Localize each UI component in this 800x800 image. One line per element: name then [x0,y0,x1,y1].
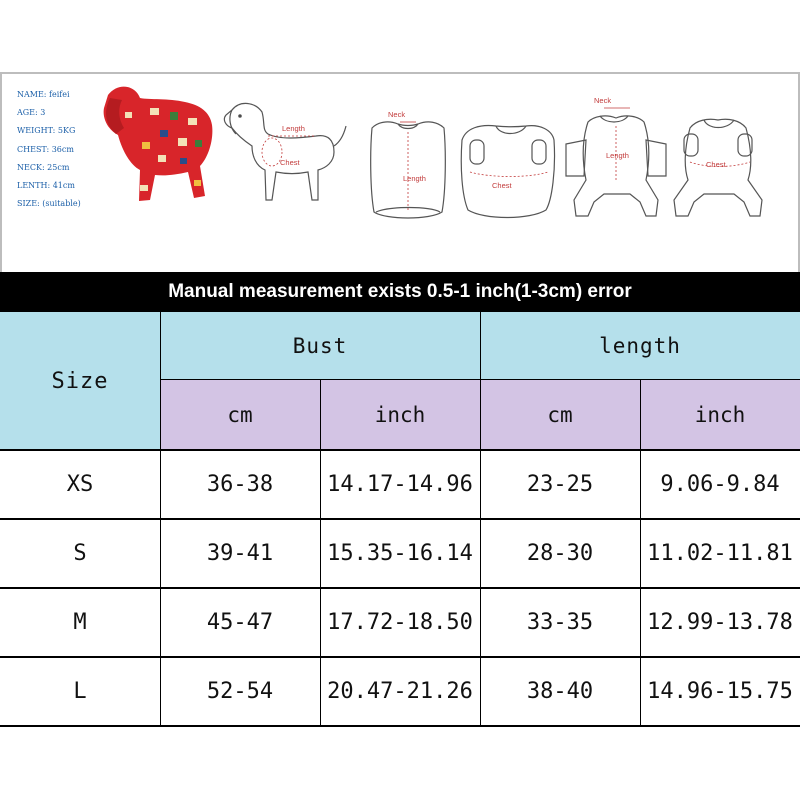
pet-age: AGE: 3 [17,108,46,118]
table-cell-bust-cm: 36-38 [160,450,320,518]
table-cell-length-cm: 38-40 [480,657,640,725]
table-cell-bust-cm: 39-41 [160,519,320,587]
table-cell-bust-cm: 45-47 [160,588,320,656]
table-cell-length-inch: 12.99-13.78 [640,588,800,656]
illustrations-svg [0,0,800,272]
table-row-size: L [0,657,160,725]
grid-line [0,518,800,520]
table-cell-bust-cm: 52-54 [160,657,320,725]
table-cell-bust-inch: 14.17-14.96 [320,450,480,518]
bust-header: Bust [160,312,480,380]
size-header: Size [0,312,160,450]
jumpsuit-length-label: Length [606,151,629,160]
table-cell-length-cm: 33-35 [480,588,640,656]
size-chart-table [0,312,800,800]
dog-measurement-sketch [224,103,346,200]
grid-line [160,379,800,380]
pet-size: SIZE: (suitable) [17,199,81,209]
dog-chest-label: Chest [280,158,300,167]
measurement-error-banner: Manual measurement exists 0.5-1 inch(1-3cm) error [0,272,800,312]
grid-line [0,587,800,589]
pet-chest: CHEST: 36cm [17,144,74,154]
pet-weight: WEIGHT: 5KG [17,126,76,136]
shirt-length-label: Length [403,174,426,183]
grid-line [0,449,800,451]
shirt-front-sketch [461,126,554,218]
shirt-measure-lines [400,122,416,212]
table-row-size: S [0,519,160,587]
table-cell-length-cm: 28-30 [480,519,640,587]
table-cell-bust-inch: 20.47-21.26 [320,657,480,725]
grid-line [0,656,800,658]
bust-inch-header: inch [320,380,480,450]
table-cell-length-inch: 14.96-15.75 [640,657,800,725]
table-cell-bust-inch: 15.35-16.14 [320,519,480,587]
pet-length: LENTH: 41cm [17,181,75,191]
jumpsuit-chest-label: Chest [706,160,726,169]
jumpsuit-neck-label: Neck [594,96,612,105]
shirt-chest-label: Chest [492,181,512,190]
table-cell-length-inch: 11.02-11.81 [640,519,800,587]
table-cell-bust-inch: 17.72-18.50 [320,588,480,656]
grid-line [320,380,321,726]
grid-line [640,380,641,726]
red-dog-outfit-image [104,87,213,201]
pet-name: NAME: feifei [17,90,70,99]
table-row-size: M [0,588,160,656]
grid-line [480,312,481,726]
bust-cm-header: cm [160,380,320,450]
product-illustration-panel [0,0,800,272]
grid-line [0,725,800,727]
dog-length-label: Length [282,124,305,133]
length-header: length [480,312,800,380]
grid-line [160,312,161,726]
table-row-size: XS [0,450,160,518]
pet-neck: NECK: 25cm [17,162,70,172]
length-inch-header: inch [640,380,800,450]
table-cell-length-cm: 23-25 [480,450,640,518]
table-cell-length-inch: 9.06-9.84 [640,450,800,518]
shirt-neck-label: Neck [388,110,406,119]
length-cm-header: cm [480,380,640,450]
